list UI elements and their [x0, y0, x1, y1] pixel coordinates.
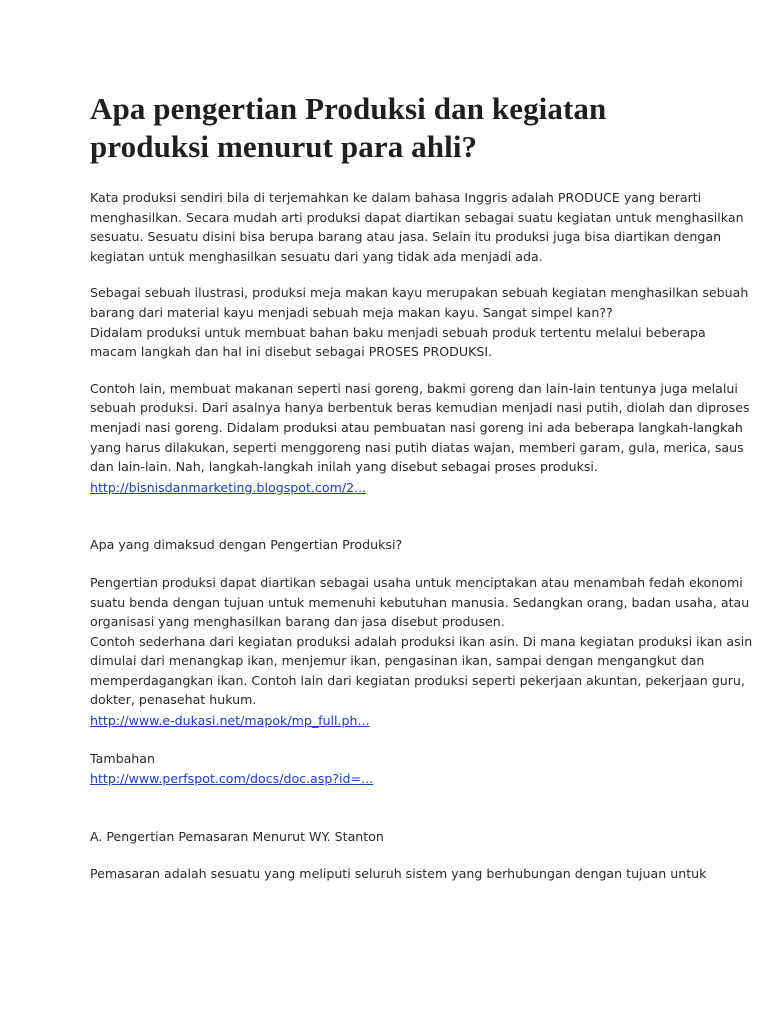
paragraph-line: Didalam produksi untuk membuat bahan baku menjadi sebuah produk tertentu melalui beberapa — [90, 324, 706, 340]
paragraph-line: Contoh lain, membuat makanan seperti nasi goreng, bakmi goreng dan lain-lain tentunya juga melalui — [90, 380, 738, 396]
paragraph-line: dokter, penasehat hukum. — [90, 692, 257, 708]
paragraph-pemasaran — [90, 864, 707, 884]
paragraph-definition — [90, 573, 753, 710]
paragraph-line: macam langkah dan hal ini disebut sebagai PROSES PRODUKSI. — [90, 344, 493, 360]
source-link-perfspot[interactable]: http://www.perfspot.com/docs/doc.asp?id=... — [90, 771, 374, 787]
page-title: Apa pengertian Produksi dan kegiatan produksi menurut para ahli? — [90, 91, 607, 164]
spacer — [90, 497, 680, 535]
spacer — [90, 789, 680, 827]
paragraph-line: sesuatu. Sesuatu disini bisa berupa barang atau jasa. Selain itu produksi juga bisa diartikan dengan — [90, 229, 722, 245]
tambahan-label: Tambahan — [90, 750, 155, 766]
paragraph-line: menjadi nasi goreng. Didalam produksi atau pembuatan nasi goreng ini ada beberapa langkah-langkah — [90, 419, 743, 435]
paragraph-line: Pengertian produksi dapat diartikan sebagai usaha untuk menciptakan atau menambah fedah ekonomi — [90, 574, 743, 590]
paragraph-line: Sebagai sebuah ilustrasi, produksi meja makan kayu merupakan sebuah kegiatan menghasilkan sebuah — [90, 285, 749, 301]
paragraph-line: Contoh sederhana dari kegiatan produksi adalah produksi ikan asin. Di mana kegiatan produksi ikan asin — [90, 633, 753, 649]
spacer — [90, 846, 680, 864]
paragraph-line: dimulai dari menangkap ikan, menjemur ikan, pengasinan ikan, sampai dengan mengangkut dan — [90, 653, 705, 669]
paragraph-line: dan lain-lain. Nah, langkah-langkah inilah yang disebut sebagai proses produksi. — [90, 459, 598, 475]
spacer — [90, 266, 680, 283]
question-heading: Apa yang dimaksud dengan Pengertian Produksi? — [90, 537, 403, 553]
source-link-bisnisdanmarketing[interactable]: http://bisnisdanmarketing.blogspot.com/2... — [90, 479, 367, 495]
paragraph-line: memperdagangkan ikan. Contoh lain dari kegiatan produksi seperti pekerjaan akuntan, pekerjaan guru, — [90, 672, 745, 688]
spacer — [90, 731, 680, 749]
spacer — [90, 555, 680, 573]
paragraph-line: sebuah produksi. Dari asalnya hanya berbentuk beras kemudian menjadi nasi putih, diolah dan diproses — [90, 400, 750, 416]
spacer — [90, 362, 680, 379]
section-heading-pemasaran: A. Pengertian Pemasaran Menurut WY. Stanton — [90, 828, 384, 844]
paragraph-illustration — [90, 283, 749, 361]
paragraph-intro — [90, 188, 744, 266]
paragraph-line: menghasilkan. Secara mudah arti produksi dapat diartikan sebagai suatu kegiatan untuk menghasilkan — [90, 209, 744, 225]
paragraph-line: Pemasaran adalah sesuatu yang meliputi seluruh sistem yang berhubungan dengan tujuan untuk — [90, 866, 707, 882]
paragraph-line: yang harus dilakukan, seperti menggoreng nasi putih diatas wajan, memberi garam, gula, merica, saus — [90, 439, 744, 455]
paragraph-line: organisasi yang menghasilkan barang dan jasa disebut produsen. — [90, 614, 505, 630]
paragraph-line: kegiatan untuk menghasilkan sesuatu dari yang tidak ada menjadi ada. — [90, 248, 543, 264]
paragraph-example — [90, 379, 750, 477]
source-link-edukasi[interactable]: http://www.e-dukasi.net/mapok/mp_full.ph... — [90, 713, 370, 729]
paragraph-line: suatu benda dengan tujuan untuk memenuhi kebutuhan manusia. Sedangkan orang, badan usaha, atau — [90, 594, 750, 610]
paragraph-line: barang dari material kayu menjadi sebuah meja makan kayu. Sangat simpel kan?? — [90, 304, 613, 320]
paragraph-line: Kata produksi sendiri bila di terjemahkan ke dalam bahasa Inggris adalah PRODUCE yang berarti — [90, 190, 702, 205]
